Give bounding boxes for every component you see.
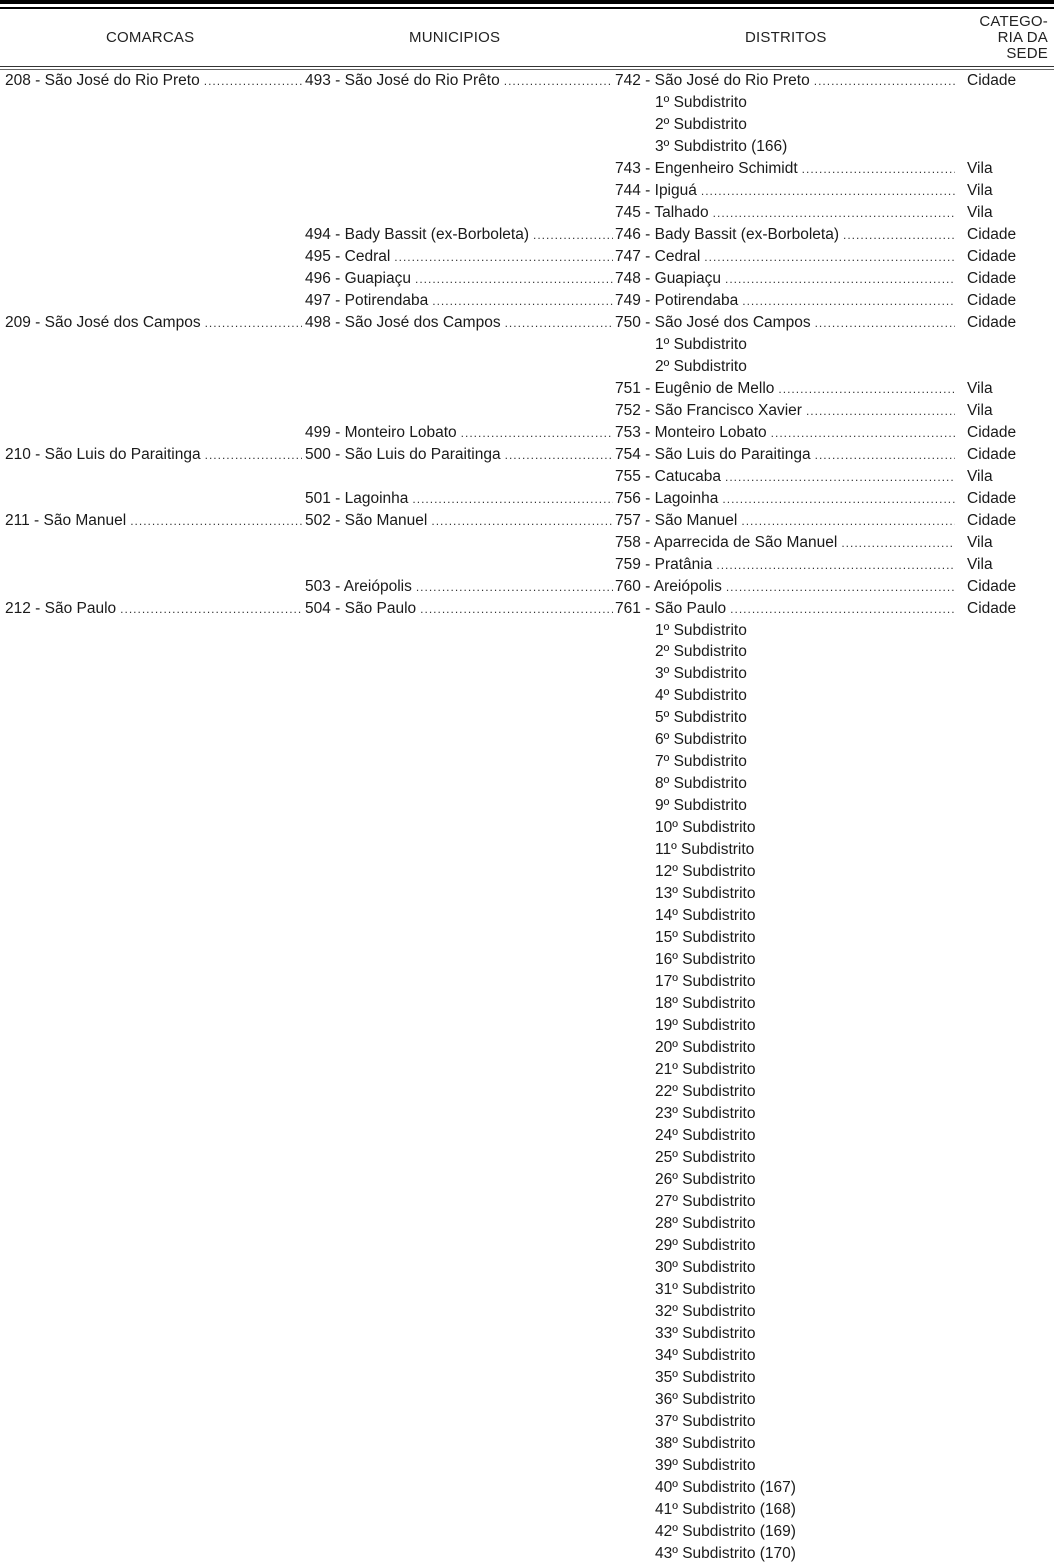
municipio-cell	[305, 290, 613, 312]
distrito-cell	[615, 268, 955, 290]
table-row	[0, 1213, 1054, 1235]
dot-leader	[394, 246, 613, 268]
distrito-cell-text: 761 - São Paulo	[615, 599, 727, 617]
subdistrito-cell: 20º Subdistrito	[655, 1039, 756, 1057]
header-categoria-da-sede	[968, 14, 1048, 62]
municipio-cell-text: 496 - Guapiaçu	[305, 269, 411, 287]
table-row	[0, 114, 1054, 136]
table-row	[0, 641, 1054, 663]
table-row	[0, 356, 1054, 378]
subdistrito-cell: 21º Subdistrito	[655, 1061, 756, 1079]
subdistrito-cell: 28º Subdistrito	[655, 1214, 756, 1232]
dot-leader	[742, 290, 955, 312]
table-row	[0, 202, 1054, 224]
table-row	[0, 1059, 1054, 1081]
table-row	[0, 883, 1054, 905]
subdistrito-cell: 6º Subdistrito	[655, 731, 747, 749]
categoria-cell: Vila	[967, 467, 993, 485]
categoria-cell: Cidade	[967, 291, 1017, 309]
dot-leader	[806, 400, 955, 422]
municipio-cell-text: 493 - São José do Rio Prêto	[305, 72, 500, 89]
municipio-cell	[305, 70, 613, 92]
subdistrito-cell: 42º Subdistrito (169)	[655, 1522, 796, 1540]
table-row	[0, 1279, 1054, 1301]
distrito-cell	[615, 554, 955, 576]
distrito-cell	[615, 532, 955, 554]
table-row	[0, 378, 1054, 400]
dot-leader	[730, 598, 955, 620]
categoria-cell: Cidade	[967, 577, 1017, 595]
municipio-cell	[305, 312, 613, 334]
subdistrito-cell: 24º Subdistrito	[655, 1127, 756, 1145]
header-categoria-line2: RIA DA	[997, 29, 1048, 46]
subdistrito-cell: 34º Subdistrito	[655, 1346, 756, 1364]
subdistrito-cell: 1º Subdistrito	[655, 93, 747, 111]
municipio-cell-text: 497 - Potirendaba	[305, 291, 429, 309]
municipio-cell-text: 502 - São Manuel	[305, 511, 428, 529]
dot-leader	[130, 510, 302, 532]
dot-leader	[701, 180, 955, 202]
distrito-cell-text: 758 - Aparrecida de São Manuel	[615, 533, 838, 551]
table-row	[0, 1037, 1054, 1059]
table-row	[0, 444, 1054, 466]
dot-leader	[726, 576, 955, 598]
distrito-cell	[615, 246, 955, 268]
table-row	[0, 510, 1054, 532]
table-row	[0, 1367, 1054, 1389]
dot-leader	[431, 510, 613, 532]
subdistrito-cell: 37º Subdistrito	[655, 1412, 756, 1430]
subdistrito-cell: 30º Subdistrito	[655, 1258, 756, 1276]
subdistrito-cell: 3º Subdistrito	[655, 665, 747, 683]
top-rule-thick	[0, 0, 1054, 4]
table-row	[0, 1345, 1054, 1367]
table-row	[0, 861, 1054, 883]
table-row	[0, 224, 1054, 246]
municipio-cell	[305, 268, 613, 290]
subdistrito-cell: 19º Subdistrito	[655, 1017, 756, 1035]
subdistrito-cell: 11º Subdistrito	[655, 841, 755, 859]
distrito-cell-text: 757 - São Manuel	[615, 511, 738, 529]
dot-leader	[205, 312, 302, 334]
subdistrito-cell: 25º Subdistrito	[655, 1149, 756, 1167]
distrito-cell-text: 751 - Eugênio de Mello	[615, 379, 775, 397]
distrito-cell	[615, 290, 955, 312]
subdistrito-cell: 10º Subdistrito	[655, 819, 756, 837]
dot-leader	[412, 488, 613, 510]
subdistrito-cell: 17º Subdistrito	[655, 973, 756, 991]
subdistrito-cell: 29º Subdistrito	[655, 1236, 756, 1254]
table-row	[0, 422, 1054, 444]
table-row	[0, 70, 1054, 92]
table-row	[0, 751, 1054, 773]
distrito-cell	[615, 576, 955, 598]
categoria-cell: Vila	[967, 379, 993, 397]
header-comarcas: COMARCAS	[106, 29, 195, 46]
subdistrito-cell: 43º Subdistrito (170)	[655, 1544, 796, 1562]
table-row	[0, 620, 1054, 642]
subdistrito-cell: 2º Subdistrito	[655, 357, 747, 375]
subdistrito-cell: 12º Subdistrito	[655, 863, 756, 881]
subdistrito-cell: 31º Subdistrito	[655, 1280, 756, 1298]
dot-leader	[778, 378, 955, 400]
municipio-cell	[305, 598, 613, 620]
categoria-cell: Cidade	[967, 247, 1017, 265]
subdistrito-cell: 23º Subdistrito	[655, 1105, 756, 1123]
categoria-cell: Vila	[967, 555, 993, 573]
municipio-cell	[305, 224, 613, 246]
table-row	[0, 663, 1054, 685]
municipio-cell	[305, 510, 613, 532]
distrito-cell-text: 752 - São Francisco Xavier	[615, 401, 802, 419]
dot-leader	[741, 510, 955, 532]
distrito-cell	[615, 510, 955, 532]
subdistrito-cell: 36º Subdistrito	[655, 1390, 756, 1408]
distrito-cell-text: 756 - Lagoinha	[615, 489, 719, 507]
subdistrito-cell: 7º Subdistrito	[655, 753, 747, 771]
dot-leader	[802, 158, 955, 180]
table-row	[0, 817, 1054, 839]
table-row	[0, 334, 1054, 356]
table-row	[0, 246, 1054, 268]
table-row	[0, 1455, 1054, 1477]
table-row	[0, 685, 1054, 707]
header-rule-top	[0, 66, 1054, 67]
subdistrito-cell: 2º Subdistrito	[655, 115, 747, 133]
categoria-cell: Vila	[967, 533, 993, 551]
comarca-cell-text: 211 - São Manuel	[5, 511, 127, 529]
distrito-cell	[615, 378, 955, 400]
comarca-cell	[5, 598, 302, 620]
table-row	[0, 729, 1054, 751]
distrito-cell-text: 759 - Pratânia	[615, 555, 713, 573]
dot-leader	[815, 444, 955, 466]
distrito-cell	[615, 70, 955, 92]
subdistrito-cell: 1º Subdistrito	[655, 621, 747, 639]
dot-leader	[713, 202, 955, 224]
subdistrito-cell: 22º Subdistrito	[655, 1083, 756, 1101]
distrito-cell-text: 742 - São José do Rio Preto	[615, 72, 810, 89]
distrito-cell-text: 760 - Areiópolis	[615, 577, 722, 595]
table-row	[0, 1081, 1054, 1103]
header-categoria-line1: CATEGO-	[979, 13, 1048, 30]
distrito-cell-text: 753 - Monteiro Lobato	[615, 423, 767, 441]
table-row	[0, 1411, 1054, 1433]
subdistrito-cell: 15º Subdistrito	[655, 929, 756, 947]
table-row	[0, 400, 1054, 422]
categoria-cell: Vila	[967, 401, 993, 419]
subdistrito-cell: 26º Subdistrito	[655, 1171, 756, 1188]
table-row	[0, 598, 1054, 620]
comarca-cell-text: 209 - São José dos Campos	[5, 313, 201, 331]
table-row	[0, 773, 1054, 795]
municipio-cell-text: 500 - São Luis do Paraitinga	[305, 445, 501, 463]
categoria-cell: Vila	[967, 159, 993, 177]
categoria-cell: Cidade	[967, 423, 1017, 441]
municipio-cell-text: 499 - Monteiro Lobato	[305, 423, 457, 441]
municipio-cell	[305, 246, 613, 268]
distrito-cell-text: 745 - Talhado	[615, 203, 709, 221]
header-categoria-line3: SEDE	[1006, 45, 1048, 62]
table-row	[0, 1477, 1054, 1499]
distrito-cell	[615, 180, 955, 202]
table-row	[0, 466, 1054, 488]
dot-leader	[704, 246, 955, 268]
categoria-cell: Cidade	[967, 489, 1017, 507]
dot-leader	[771, 422, 955, 444]
comarca-cell	[5, 70, 302, 92]
dot-leader	[505, 444, 613, 466]
categoria-cell: Cidade	[967, 511, 1017, 529]
table-row	[0, 1301, 1054, 1323]
municipio-cell	[305, 444, 613, 466]
dot-leader	[120, 598, 302, 620]
distrito-cell-text: 750 - São José dos Campos	[615, 313, 811, 331]
distrito-cell-text: 744 - Ipiguá	[615, 181, 697, 199]
subdistrito-cell: 3º Subdistrito (166)	[655, 137, 788, 155]
dot-leader	[725, 466, 955, 488]
subdistrito-cell: 14º Subdistrito	[655, 907, 756, 925]
categoria-cell: Vila	[967, 181, 993, 199]
table-row	[0, 1015, 1054, 1037]
municipio-cell	[305, 422, 613, 444]
table-row	[0, 1103, 1054, 1125]
distrito-cell	[615, 312, 955, 334]
categoria-cell: Cidade	[967, 599, 1017, 617]
table-row	[0, 312, 1054, 334]
table-row	[0, 971, 1054, 993]
subdistrito-cell: 32º Subdistrito	[655, 1302, 756, 1320]
header-distritos: DISTRITOS	[745, 29, 827, 46]
table-row	[0, 905, 1054, 927]
subdistrito-cell: 40º Subdistrito (167)	[655, 1478, 796, 1496]
dot-leader	[841, 532, 955, 554]
table-row	[0, 993, 1054, 1015]
table-row	[0, 795, 1054, 817]
table-row	[0, 92, 1054, 114]
subdistrito-cell: 2º Subdistrito	[655, 643, 747, 661]
header-municipios: MUNICIPIOS	[409, 29, 501, 46]
table-row	[0, 1323, 1054, 1345]
table-row	[0, 488, 1054, 510]
distrito-cell	[615, 466, 955, 488]
categoria-cell: Cidade	[967, 313, 1017, 331]
dot-leader	[814, 70, 955, 92]
municipio-cell-text: 495 - Cedral	[305, 247, 391, 265]
table-row	[0, 268, 1054, 290]
subdistrito-cell: 38º Subdistrito	[655, 1434, 756, 1452]
dot-leader	[416, 576, 613, 598]
table-row	[0, 158, 1054, 180]
municipio-cell-text: 501 - Lagoinha	[305, 489, 409, 507]
distrito-cell	[615, 422, 955, 444]
dot-leader	[461, 422, 613, 444]
table-row	[0, 1543, 1054, 1565]
distrito-cell-text: 754 - São Luis do Paraitinga	[615, 445, 811, 463]
distrito-cell	[615, 400, 955, 422]
table-row	[0, 532, 1054, 554]
table-row	[0, 1521, 1054, 1543]
categoria-cell: Cidade	[967, 225, 1017, 243]
distrito-cell-text: 746 - Bady Bassit (ex-Borboleta)	[615, 225, 839, 243]
subdistrito-cell: 27º Subdistrito	[655, 1192, 756, 1210]
subdistrito-cell: 33º Subdistrito	[655, 1324, 756, 1342]
dot-leader	[505, 312, 613, 334]
dot-leader	[533, 224, 613, 246]
comarca-cell-text: 212 - São Paulo	[5, 599, 117, 617]
table-row	[0, 1499, 1054, 1521]
dot-leader	[722, 488, 955, 510]
comarca-cell-text: 208 - São José do Rio Preto	[5, 72, 200, 89]
table-row	[0, 136, 1054, 158]
table-row	[0, 1389, 1054, 1411]
dot-leader	[843, 224, 955, 246]
subdistrito-cell: 4º Subdistrito	[655, 687, 747, 705]
table-row	[0, 927, 1054, 949]
distrito-cell	[615, 488, 955, 510]
subdistrito-cell: 39º Subdistrito	[655, 1456, 756, 1474]
dot-leader	[420, 598, 613, 620]
distrito-cell-text: 749 - Potirendaba	[615, 291, 739, 309]
municipio-cell-text: 503 - Areiópolis	[305, 577, 412, 595]
table-row	[0, 1169, 1054, 1191]
categoria-cell: Vila	[967, 203, 993, 221]
table-row	[0, 839, 1054, 861]
subdistrito-cell: 1º Subdistrito	[655, 335, 747, 353]
table-row	[0, 1433, 1054, 1455]
subdistrito-cell: 13º Subdistrito	[655, 885, 756, 903]
subdistrito-cell: 9º Subdistrito	[655, 797, 747, 815]
categoria-cell: Cidade	[967, 445, 1017, 463]
table-row	[0, 949, 1054, 971]
municipio-cell-text: 494 - Bady Bassit (ex-Borboleta)	[305, 225, 529, 243]
dot-leader	[205, 444, 302, 466]
categoria-cell: Cidade	[967, 72, 1017, 89]
dot-leader	[716, 554, 955, 576]
subdistrito-cell: 18º Subdistrito	[655, 995, 756, 1013]
dot-leader	[504, 70, 613, 92]
table-row	[0, 576, 1054, 598]
dot-leader	[204, 70, 302, 92]
table-row	[0, 707, 1054, 729]
subdistrito-cell: 5º Subdistrito	[655, 709, 747, 727]
municipio-cell-text: 498 - São José dos Campos	[305, 313, 501, 331]
table-row	[0, 290, 1054, 312]
subdistrito-cell: 35º Subdistrito	[655, 1368, 756, 1386]
distrito-cell-text: 747 - Cedral	[615, 247, 701, 265]
comarca-cell	[5, 444, 302, 466]
distrito-cell	[615, 598, 955, 620]
comarca-cell-text: 210 - São Luis do Paraitinga	[5, 445, 201, 463]
comarca-cell	[5, 510, 302, 532]
table-row	[0, 1191, 1054, 1213]
table-row	[0, 180, 1054, 202]
table-row	[0, 1125, 1054, 1147]
subdistrito-cell: 16º Subdistrito	[655, 951, 756, 969]
distrito-cell-text: 755 - Catucaba	[615, 467, 721, 485]
municipio-cell	[305, 576, 613, 598]
distrito-cell	[615, 444, 955, 466]
distrito-cell-text: 743 - Engenheiro Schimidt	[615, 159, 798, 177]
municipio-cell-text: 504 - São Paulo	[305, 599, 417, 617]
distrito-cell-text: 748 - Guapiaçu	[615, 269, 721, 287]
table-row	[0, 1147, 1054, 1169]
table-row	[0, 1235, 1054, 1257]
distrito-cell	[615, 158, 955, 180]
dot-leader	[815, 312, 955, 334]
subdistrito-cell: 41º Subdistrito (168)	[655, 1500, 796, 1518]
subdistrito-cell: 8º Subdistrito	[655, 775, 747, 793]
categoria-cell: Cidade	[967, 269, 1017, 287]
comarca-cell	[5, 312, 302, 334]
dot-leader	[725, 268, 955, 290]
municipio-cell	[305, 488, 613, 510]
table-row	[0, 554, 1054, 576]
table-row	[0, 1257, 1054, 1279]
distrito-cell	[615, 202, 955, 224]
dot-leader	[432, 290, 613, 312]
dot-leader	[415, 268, 613, 290]
top-rule-thin	[0, 7, 1054, 9]
distrito-cell	[615, 224, 955, 246]
